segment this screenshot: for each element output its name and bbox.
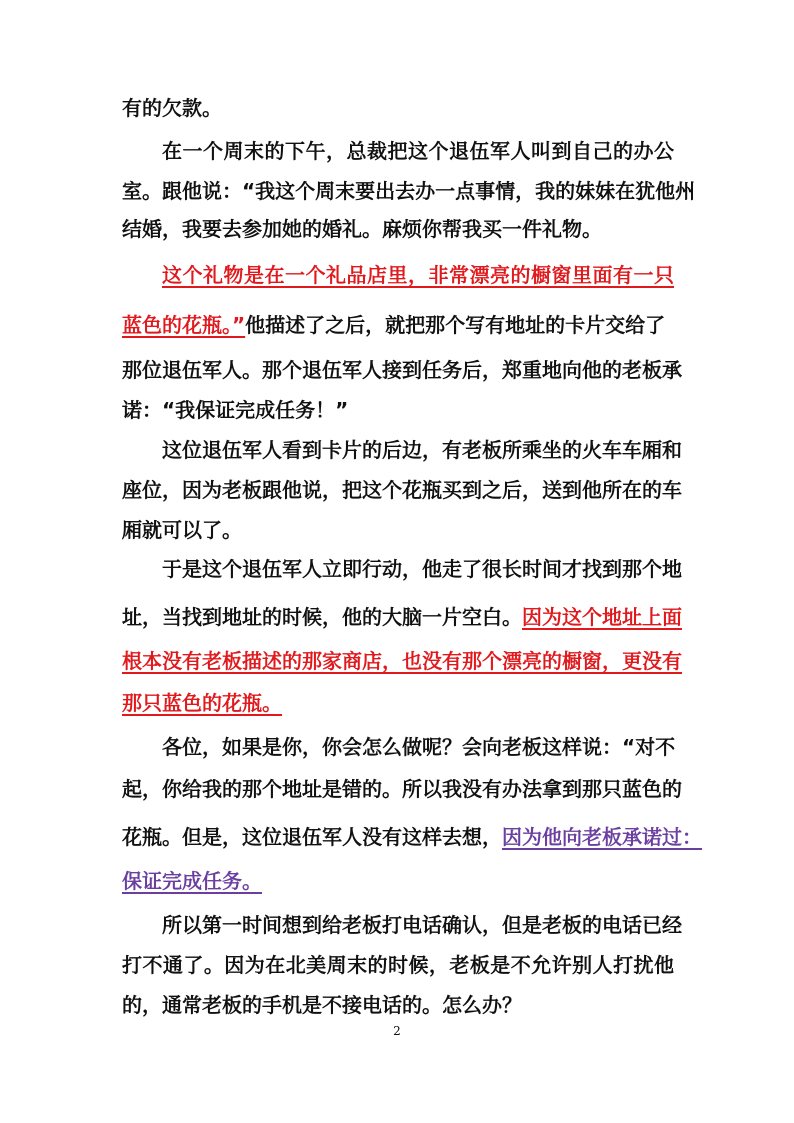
- emphasis-purple-text: 因为他向老板承诺过：: [502, 825, 702, 849]
- page-number: 2: [393, 1024, 401, 1038]
- text-line: 座位，因为老板跟他说，把这个花瓶买到之后，送到他所在的车: [122, 478, 682, 502]
- text-line: [122, 312, 674, 338]
- text-span: 址，当找到地址的时候，他的大脑一片空白。: [122, 605, 522, 629]
- text-line: 诺：“我保证完成任务！”: [122, 398, 349, 422]
- emphasis-red-text: 那只蓝色的花瓶。: [122, 691, 282, 715]
- text-span: 花瓶。但是，这位退伍军人没有这样去想，: [122, 825, 502, 849]
- text-line: 这位退伍军人看到卡片的后边，有老板所乘坐的火车车厢和: [162, 438, 682, 462]
- emphasis-red-text: 因为这个地址上面: [522, 605, 682, 629]
- text-line: 结婚，我要去参加她的婚礼。麻烦你帮我买一件礼物。: [122, 217, 602, 241]
- emphasis-purple-text: 保证完成任务。: [122, 869, 262, 893]
- text-line: 各位，如果是你，你会怎么做呢？会向老板这样说：“对不: [162, 735, 676, 759]
- text-line: [122, 868, 674, 894]
- text-line: 所以第一时间想到给老板打电话确认，但是老板的电话已经: [162, 913, 682, 937]
- emphasis-red-line: 这个礼物是在一个礼品店里，非常漂亮的橱窗里面有一只: [162, 263, 674, 287]
- text-line: 厢就可以了。: [122, 518, 242, 542]
- text-line: 打不通了。因为在北美周末的时候，老板是不允许别人打扰他: [122, 953, 674, 977]
- text-span: 他描述了之后，就把那个写有地址的卡片交给了: [245, 313, 666, 337]
- emphasis-red-line: 根本没有老板描述的那家商店，也没有那个漂亮的橱窗，更没有: [122, 649, 682, 673]
- text-line: 于是这个退伍军人立即行动，他走了很长时间才找到那个地: [162, 557, 682, 581]
- text-line: 有的欠款。: [122, 96, 222, 120]
- text-line: 起，你给我的那个地址是错的。所以我没有办法拿到那只蓝色的: [122, 777, 682, 801]
- text-line: [122, 690, 674, 716]
- text-line: 室。跟他说：“我这个周末要出去办一点事情，我的妹妹在犹他州: [122, 179, 696, 203]
- text-line: 那位退伍军人。那个退伍军人接到任务后，郑重地向他的老板承: [122, 358, 682, 382]
- text-line: [122, 824, 702, 850]
- text-line: 的，通常老板的手机是不接电话的。怎么办？: [122, 993, 522, 1017]
- emphasis-red-text: 蓝色的花瓶。”: [122, 313, 246, 337]
- text-line: 在一个周末的下午，总裁把这个退伍军人叫到自己的办公: [162, 139, 674, 163]
- text-line: [122, 604, 682, 630]
